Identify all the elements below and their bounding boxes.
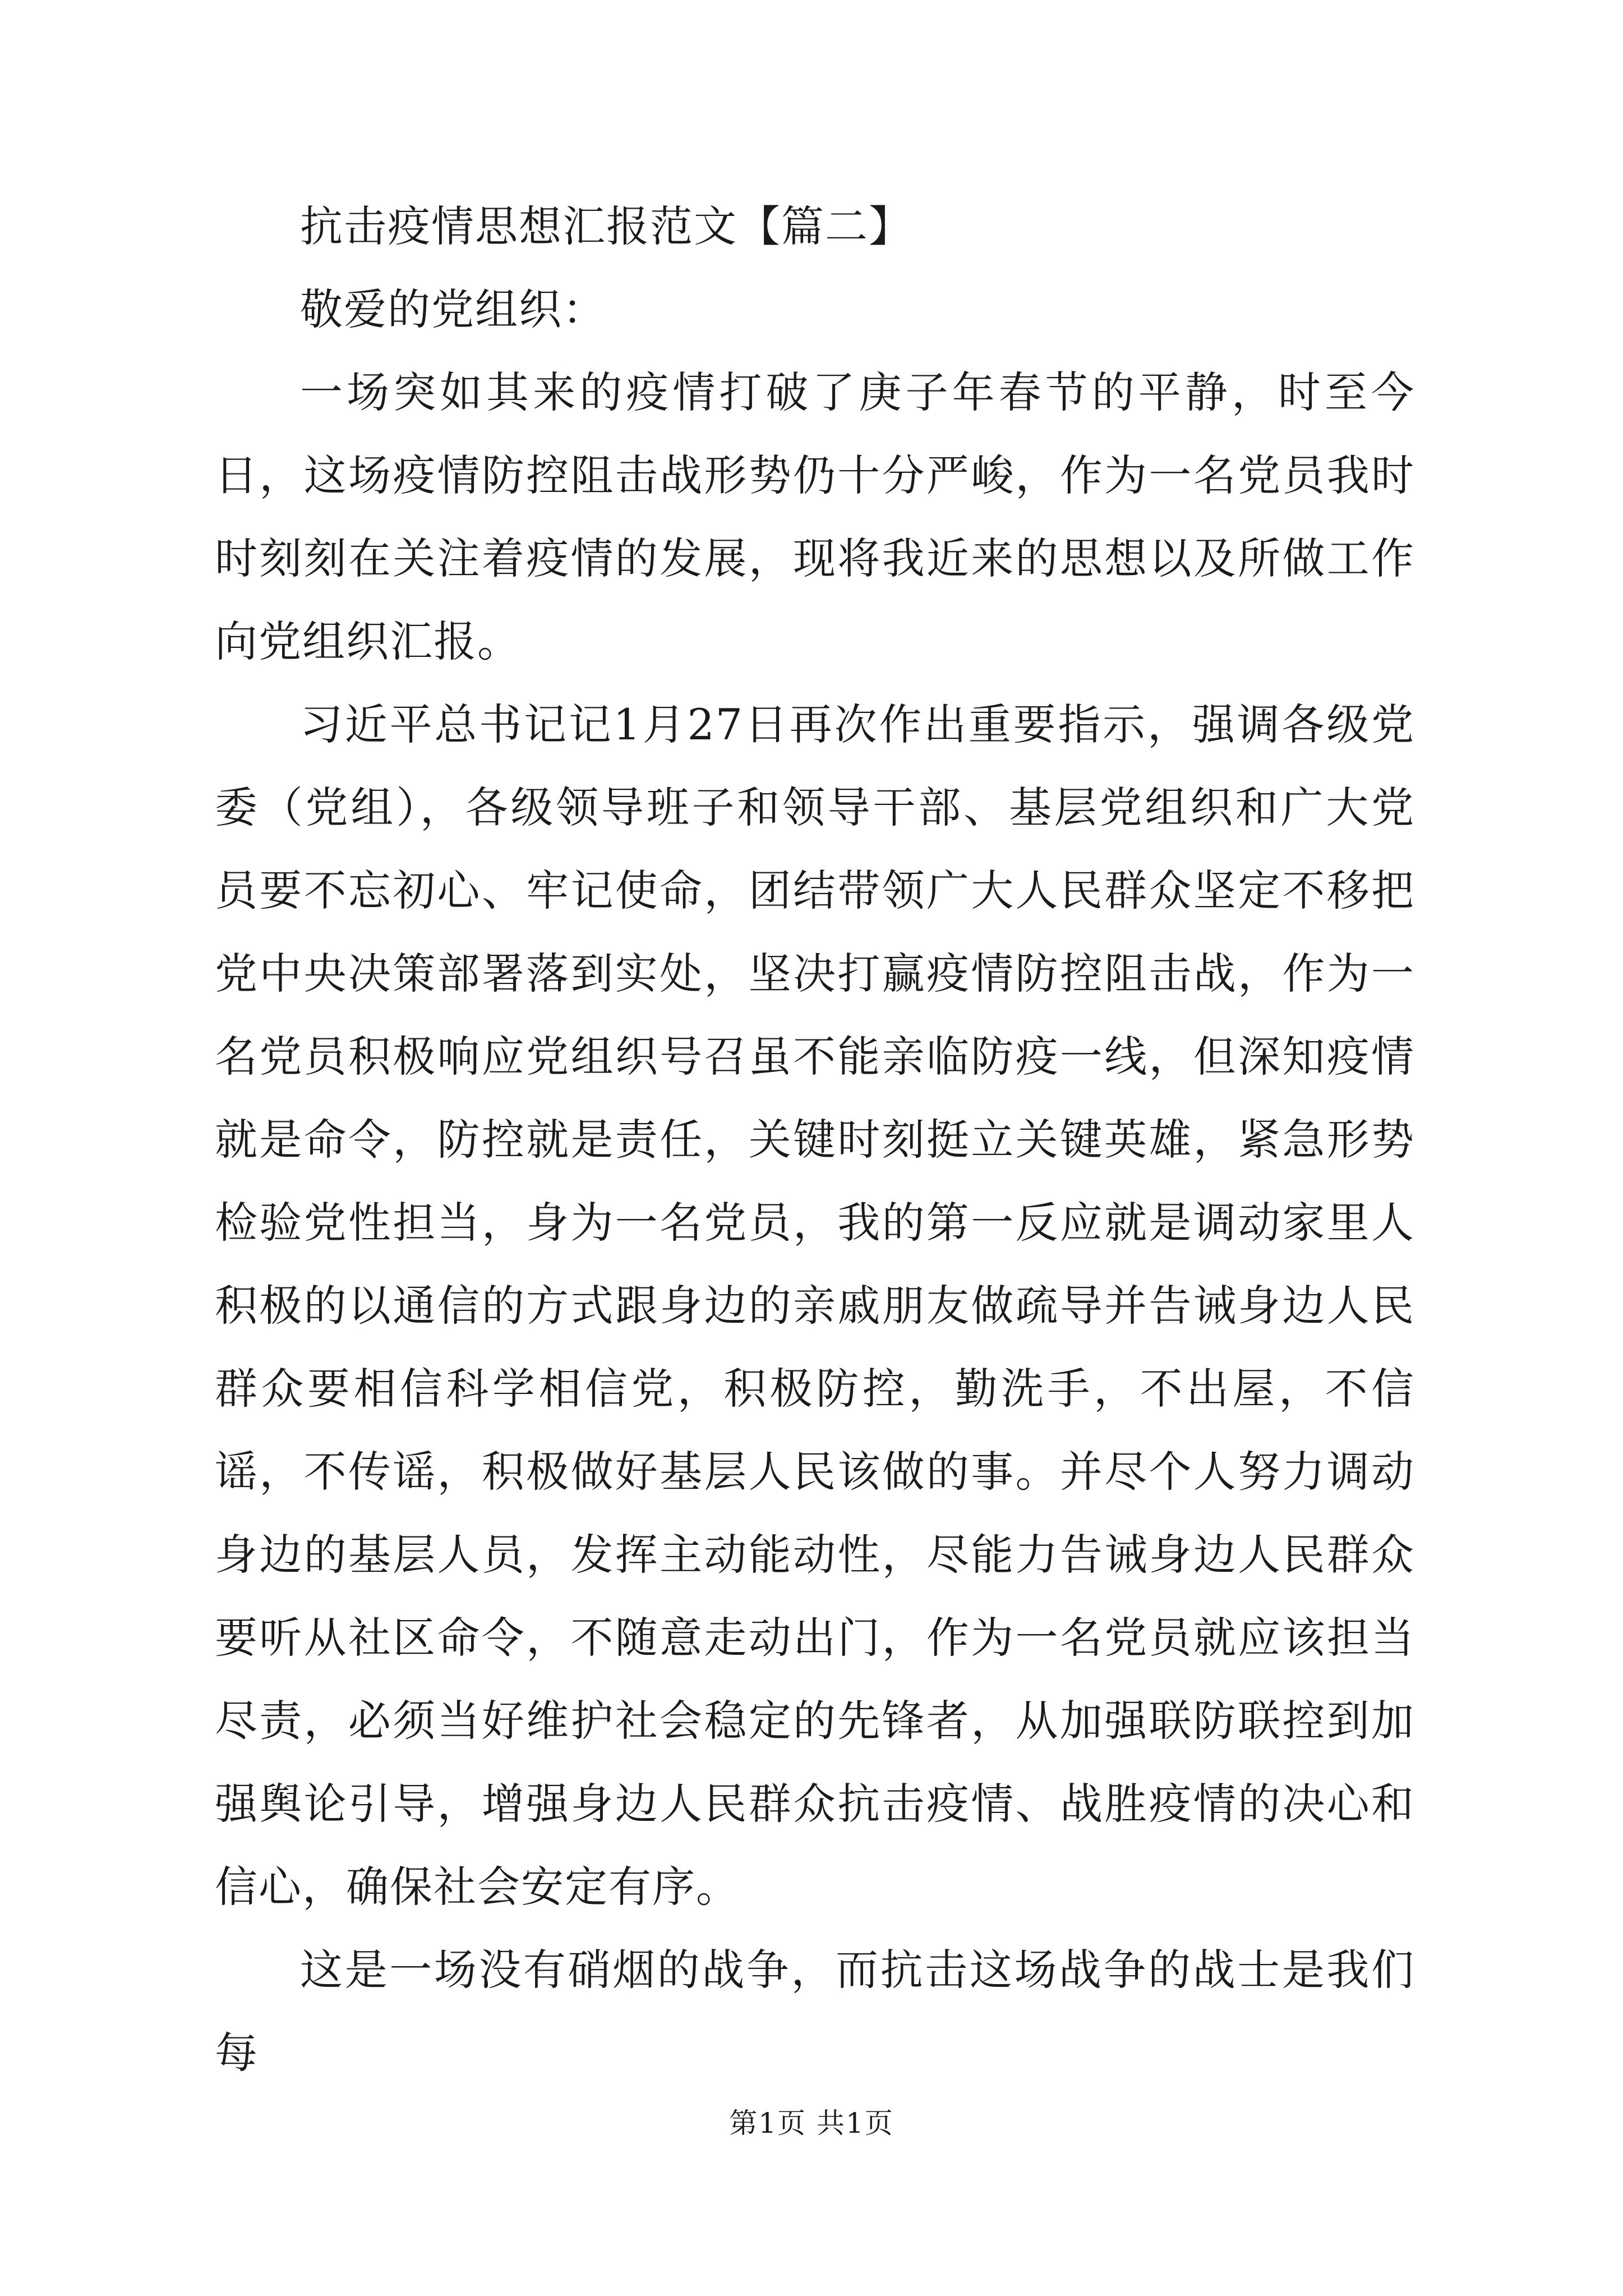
salutation: 敬爱的党组织： [300, 284, 606, 334]
page-footer: 第1页 共1页 [729, 2107, 894, 2139]
paragraph-1: 一场突如其来的疫情打破了庚子年春节的平静，时至今日，这场疫情防控阻击战形势仍十分严峻，作为一名党员我时时刻刻在关注着疫情的发展，现将我近来的思想以及所做工作向党组织汇报。 [215, 367, 1415, 666]
paragraph-3: 这是一场没有硝烟的战争，而抗击这场战争的战士是我们每 [215, 1945, 1415, 2078]
document-title: 抗击疫情思想汇报范文【篇二】 [300, 201, 912, 251]
paragraph-2: 习近平总书记记1月27日再次作出重要指示，强调各级党委（党组），各级领导班子和领导干部、基层党组织和广大党员要不忘初心、牢记使命，团结带领广大人民群众坚定不移把党中央决策部署落到实处，坚决打赢疫情防控阻击战，作为一名党员积极响应党组织号召虽不能亲临防疫一线，但深知疫情就是命令，防控就是责任，关键时刻挺立关键英雄，紧急形势检验党性担当，身为一名党员，我的第一反应就是调动家里人积极的以通信的方式跟身边的亲戚朋友做疏导并告诫身边人民群众要相信科学相信党，积极防控，勤洗手，不出屋，不信谣，不传谣，积极做好基层人民该做的事。并尽个人努力调动身边的基层人员，发挥主动能动性，尽能力告诫身边人民群众要听从社区命令，不随意走动出门，作为一名党员就应该担当尽责，必须当好维护社会稳定的先锋者，从加强联防联控到加强舆论引导，增强身边人民群众抗击疫情、战胜疫情的决心和信心，确保社会安定有序。 [215, 700, 1415, 1912]
document-body [215, 185, 1415, 2095]
